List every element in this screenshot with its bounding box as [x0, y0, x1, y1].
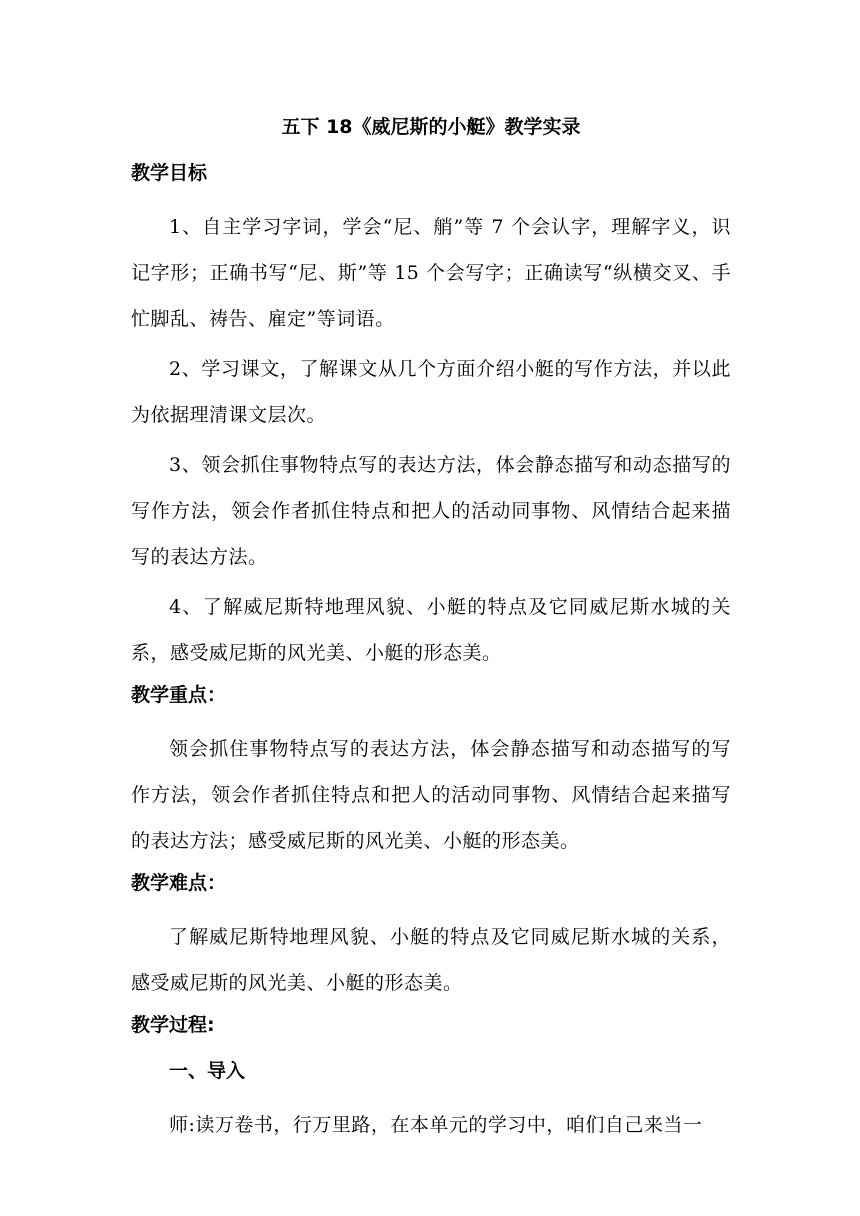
difficulties-text: 了解威尼斯特地理风貌、小艇的特点及它同威尼斯水城的关系，感受威尼斯的风光美、小艇的形态美。 — [131, 926, 731, 994]
intro-text: 师:读万卷书，行万里路，在本单元的学习中，咱们自己来当一 — [169, 1114, 703, 1136]
goal-item-4: 4、了解威尼斯特地理风貌、小艇的特点及它同威尼斯水城的关系，感受威尼斯的风光美、小艇的形态美。 — [131, 596, 731, 664]
goals-heading: 教学目标 — [131, 162, 208, 184]
key-points-text: 领会抓住事物特点写的表达方法，体会静态描写和动态描写的写作方法，领会作者抓住特点和把人的活动同事物、风情结合起来描写的表达方法；感受威尼斯的风光美、小艇的形态美。 — [131, 738, 731, 852]
key-points-heading: 教学重点： — [131, 684, 227, 706]
difficulties-heading: 教学难点： — [131, 872, 227, 894]
goal-item-2: 2、学习课文，了解课文从几个方面介绍小艇的写作方法，并以此为依据理清课文层次。 — [131, 358, 731, 426]
intro-heading: 一、导入 — [169, 1060, 246, 1082]
document-body — [131, 112, 731, 1152]
goal-item-1: 1、自主学习字词，学会“尼、艄”等 7 个会认字，理解字义，识记字形；正确书写“尼、斯”等 15 个会写字；正确读写“纵横交叉、手忙脚乱、祷告、雇定”等词语。 — [131, 216, 731, 330]
process-heading: 教学过程: — [131, 1014, 215, 1036]
goal-item-3: 3、领会抓住事物特点写的表达方法，体会静态描写和动态描写的写作方法，领会作者抓住特点和把人的活动同事物、风情结合起来描写的表达方法。 — [131, 454, 731, 568]
document-title: 五下 18《威尼斯的小艇》教学实录 — [281, 116, 581, 138]
